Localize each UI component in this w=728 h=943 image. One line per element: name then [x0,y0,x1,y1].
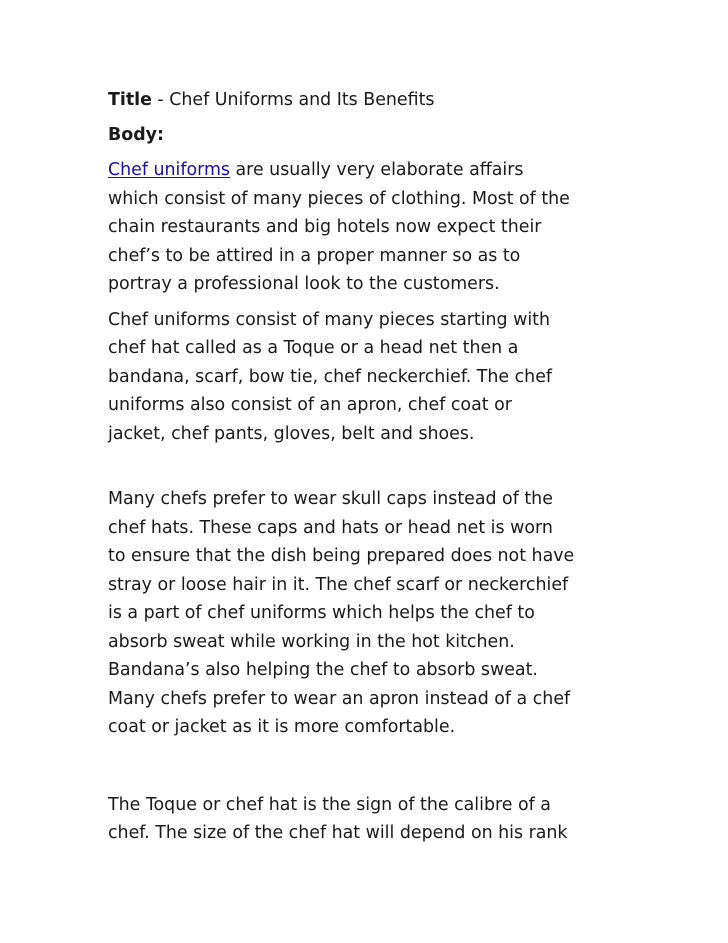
paragraph-3-line-5: is a part of chef uniforms which helps the chef to [108,603,535,623]
paragraph-1-line-2: which consist of many pieces of clothing. Most of the [108,188,570,209]
paragraph-3-line-6: absorb sweat while working in the hot kitchen. [108,631,515,652]
paragraph-1-line-3: chain restaurants and big hotels now expect their [108,217,542,237]
paragraph-2-line-4: uniforms also consist of an apron, chef coat or [108,395,512,415]
paragraph-2 [108,306,628,449]
paragraph-4 [108,791,628,848]
body-label: Body: [108,124,164,145]
title-separator: - [151,90,170,110]
paragraph-3-line-1: Many chefs prefer to wear skull caps instead of the [108,489,553,509]
paragraph-2-line-1: Chef uniforms consist of many pieces starting with [108,309,551,330]
paragraph-3-line-2: chef hats. These caps and hats or head net is worn [108,517,553,538]
paragraph-1-line-1 [108,156,628,185]
paragraph-4-line-1: The Toque or chef hat is the sign of the calibre of a [108,794,551,815]
document-page [108,86,628,855]
paragraph-2-line-5: jacket, chef pants, gloves, belt and shoes. [108,423,475,444]
paragraph-3-line-8: Many chefs prefer to wear an apron instead of a chef [108,688,571,709]
paragraph-4-line-2: chef. The size of the chef hat will depend on his rank [108,823,568,843]
paragraph-1-line-1-text: are usually very elaborate affairs [230,160,524,180]
paragraph-spacer-2 [108,749,628,791]
paragraph-3-line-7: Bandana’s also helping the chef to absorb sweat. [108,660,538,680]
title-label: Title [108,90,152,110]
paragraph-spacer [108,455,628,485]
paragraph-2-line-3: bandana, scarf, bow tie, chef neckerchief. The chef [108,366,553,387]
paragraph-2-line-2: chef hat called as a Toque or a head net then a [108,338,519,358]
paragraph-3-line-3: to ensure that the dish being prepared does not have [108,546,575,566]
paragraph-3-line-4: stray or loose hair in it. The chef scarf or neckerchief [108,574,569,595]
paragraph-1-line-4: chef’s to be attired in a proper manner so as to [108,245,521,266]
chef-uniforms-link[interactable]: Chef uniforms [108,160,230,180]
title-line [108,86,628,115]
title-text: Chef Uniforms and Its Benefits [169,90,435,110]
paragraph-1-line-5: portray a professional look to the customers. [108,274,500,294]
paragraph-1 [108,156,628,299]
paragraph-3-line-9: coat or jacket as it is more comfortable. [108,717,456,737]
paragraph-3 [108,485,628,742]
